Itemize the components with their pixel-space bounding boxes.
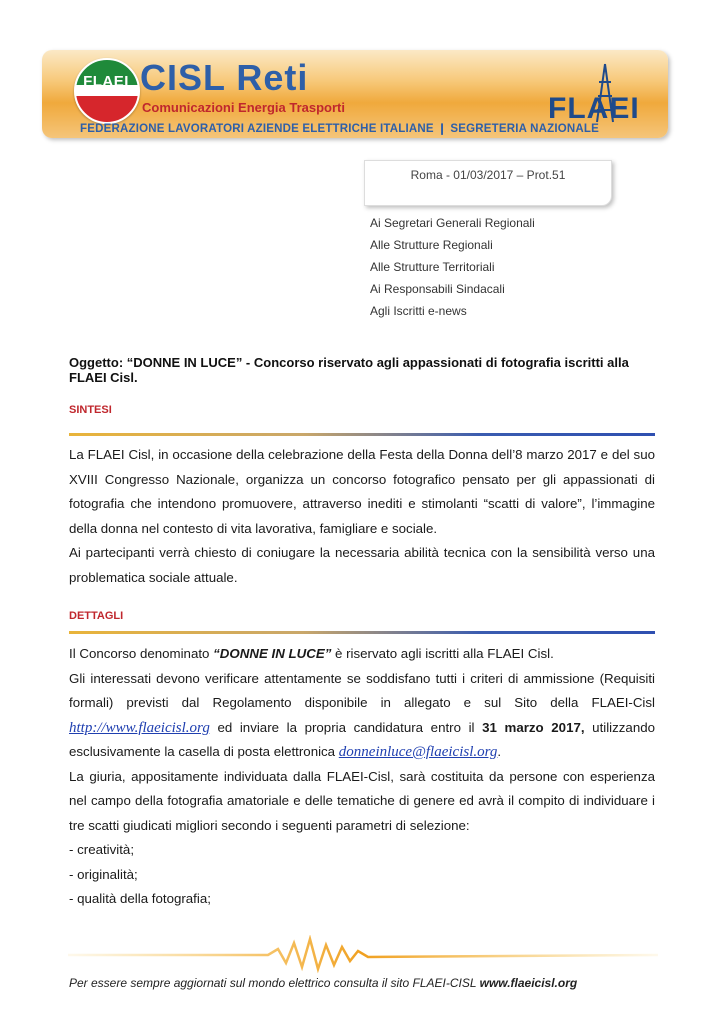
- brand-tagline: Comunicazioni Energia Trasporti: [142, 100, 345, 115]
- sintesi-body: [69, 443, 655, 590]
- dettagli-paragraph-3: La giuria, appositamente individuata dalla FLAEI-Cisl, sarà costituita da persone con esperienza nel campo della fotografia amatoriale e delle tematiche di genere ed avrà il compito di individuare i tre scatti giudicati migliori secondo i seguenti parametri di selezione:: [69, 768, 655, 833]
- dettagli-body: [69, 642, 655, 912]
- text-run: Gli interessati devono verificare attentamente se soddisfano tutti i criteri di ammissione (Requisiti formali) previsti dal Regolamento disponibile in allegato e sul Sito della FLAEI-Cisl: [69, 670, 655, 710]
- section-label-dettagli: DETTAGLI: [69, 610, 124, 622]
- email-link[interactable]: donneinluce@flaeicisl.org: [338, 744, 498, 760]
- footer-message: Per essere sempre aggiornati sul mondo elettrico consulta il sito FLAEI-CISL: [69, 976, 480, 990]
- sintesi-paragraph-1: La FLAEI Cisl, in occasione della celebrazione della Festa della Donna dell’8 marzo 2017 e del suo XVIII Congresso Nazionale, organizza un concorso fotografico pensato per gli appassionati di fotografia che intendono promuovere, attraverso inediti e stimolanti “scatti di valore”, l’immagine della donna nel contesto di vita lavorativa, famigliare e sociale.: [69, 447, 655, 536]
- text-run: è riservato agli iscritti alla FLAEI Cisl.: [331, 646, 554, 661]
- sintesi-paragraph-2: Ai partecipanti verrà chiesto di coniugare la necessaria abilità tecnica con la sensibilità verso una problematica sociale attuale.: [69, 545, 655, 585]
- footer-text: [69, 976, 577, 990]
- criteria-item: - originalità;: [69, 866, 138, 882]
- footer-wave-decoration: [68, 935, 658, 975]
- section-label-sintesi: SINTESI: [69, 404, 112, 416]
- logo-text: FLAEI: [83, 73, 129, 90]
- protocol-box: Roma - 01/03/2017 – Prot.51: [364, 160, 612, 206]
- flaei-right-logo: FLAEI: [548, 92, 640, 125]
- section-divider: [69, 433, 655, 436]
- subject-line: Oggetto: “DONNE IN LUCE” - Concorso riservato agli appassionati di fotografia iscritti alla FLAEI Cisl.: [69, 355, 629, 385]
- criteria-item: - qualità della fotografia;: [69, 891, 211, 906]
- footer-site: www.flaeicisl.org: [479, 976, 578, 990]
- text-run: utilizzando esclusivamente la casella di posta elettronica: [69, 719, 655, 759]
- text-run: Il Concorso denominato: [69, 646, 214, 661]
- federation-line: FEDERAZIONE LAVORATORI AZIENDE ELETTRICHE ITALIANE ❙ SEGRETERIA NAZIONALE: [80, 123, 599, 135]
- recipient-item: Alle Strutture Regionali: [370, 238, 493, 252]
- recipient-item: Ai Responsabili Sindacali: [370, 282, 505, 296]
- criteria-item: - creatività;: [69, 842, 135, 857]
- website-link[interactable]: http://www.flaeicisl.org: [69, 719, 210, 736]
- section-divider: [69, 631, 655, 634]
- flaei-logo-circle: [74, 58, 140, 124]
- deadline-date: 31 marzo 2017,: [482, 719, 585, 735]
- recipients-list: [370, 212, 535, 322]
- recipient-item: Ai Segretari Generali Regionali: [370, 216, 535, 230]
- brand-title: CISL Reti: [140, 57, 309, 98]
- text-run: ed inviare la propria candidatura entro il: [209, 719, 483, 735]
- contest-name: “DONNE IN LUCE”: [213, 646, 332, 661]
- dettagli-paragraph-2: [69, 667, 655, 765]
- recipient-item: Alle Strutture Territoriali: [370, 260, 495, 274]
- text-run: .: [497, 744, 502, 759]
- dettagli-paragraph-1: [69, 642, 655, 667]
- recipient-item: Agli Iscritti e-news: [370, 304, 467, 318]
